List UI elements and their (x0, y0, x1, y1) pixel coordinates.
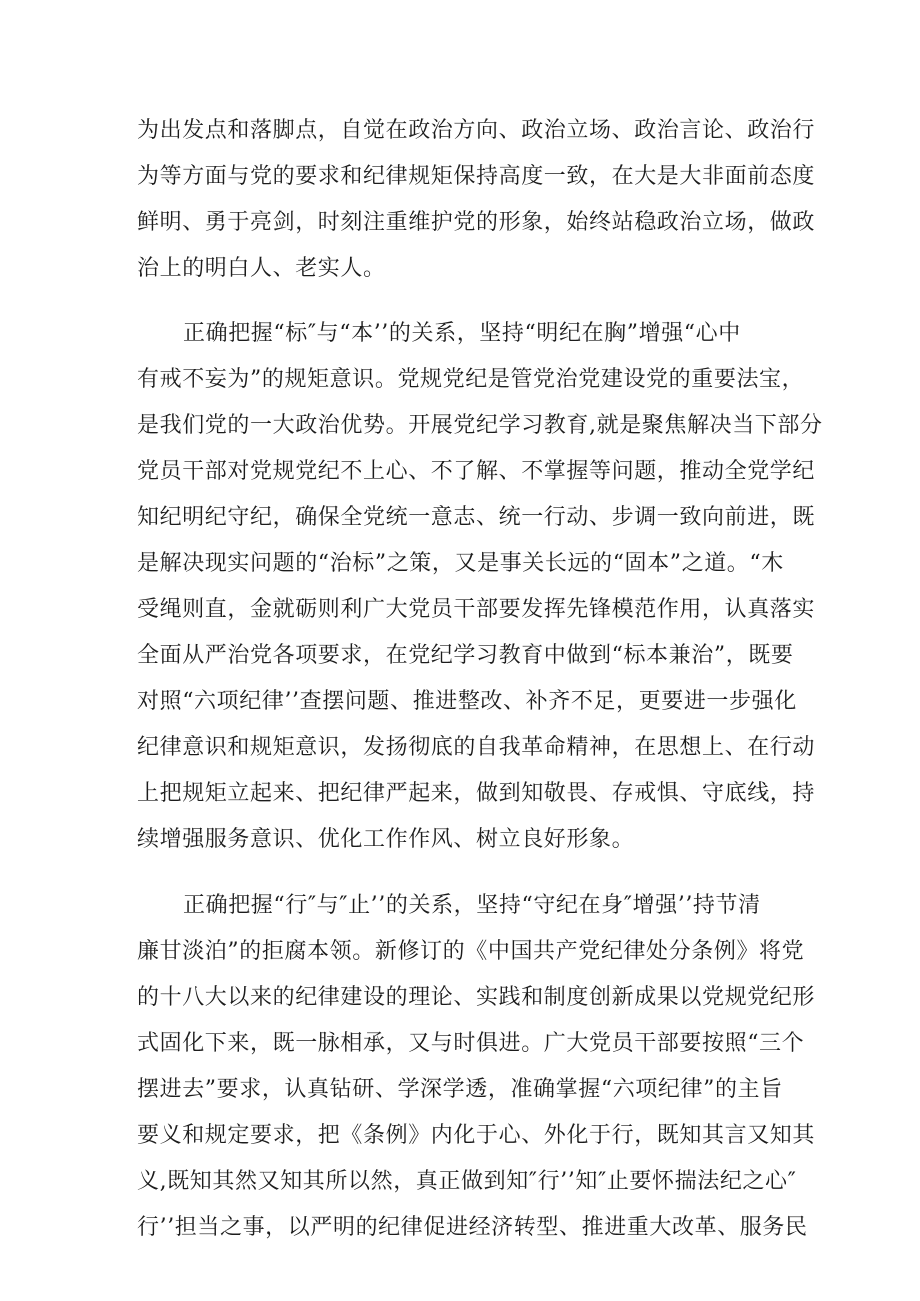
text-line: 为出发点和落脚点，自觉在政治方向、政治立场、政治言论、政治行 (137, 118, 816, 143)
text-line: 对照“六项纪律’’查摆问题、推进整改、补齐不足，更要进一步强化 (137, 689, 797, 714)
text-line: 治上的明白人、老实人。 (137, 256, 386, 281)
text-line: 式固化下来，既一脉相承，又与时俱进。广大党员干部要按照“三个 (137, 1031, 805, 1056)
text-line: 的十八大以来的纪律建设的理论、实践和制度创新成果以党规党纪形 (137, 985, 816, 1010)
text-line: 义,既知其然又知其所以然，真正做到知″行’’知″止要怀揣法纪之心″ (137, 1169, 797, 1194)
paragraph-start-line: 正确把握“标″与“本’’的关系，坚持“明纪在胸”增强“心中 (183, 321, 741, 346)
paragraph-start-line: 正确把握“行″与″止’’的关系，坚持“守纪在身″增强’’持节清 (183, 893, 761, 918)
text-line: 为等方面与党的要求和纪律规矩保持高度一致，在大是大非面前态度 (137, 164, 816, 189)
text-line: 摆进去”要求，认真钻研、学深学透，准确掌握“六项纪律”的主旨 (137, 1077, 783, 1102)
text-line: 党员干部对党规党纪不上心、不了解、不掌握等问题，推动全党学纪 (137, 459, 816, 484)
text-line: 鲜明、勇于亮剑，时刻注重维护党的形象，始终站稳政治立场，做政 (137, 210, 816, 235)
text-line: 廉甘淡泊”的拒腐本领。新修订的《中国共产党纪律处分条例》将党 (137, 939, 805, 964)
text-line: 是解决现实问题的“治标”之策，又是事关长远的“固本”之道。“木 (137, 551, 784, 576)
text-line: 上把规矩立起来、把纪律严起来，做到知敬畏、存戒惧、守底线，持 (137, 781, 816, 806)
text-line: 是我们党的一大政治优势。开展党纪学习教育,就是聚焦解决当下部分 (137, 413, 823, 438)
text-line: 有戒不妄为”的规矩意识。党规党纪是管党治党建设党的重要法宝， (137, 367, 805, 392)
text-line: 行’’担当之事，以严明的纪律促进经济转型、推进重大改革、服务民 (137, 1215, 808, 1240)
text-line: 知纪明纪守纪，确保全党统一意志、统一行动、步调一致向前进，既 (137, 505, 816, 530)
text-line: 纪律意识和规矩意识，发扬彻底的自我革命精神，在思想上、在行动 (137, 735, 816, 760)
text-line: 受绳则直，金就砺则利广大党员干部要发挥先锋模范作用，认真落实 (137, 597, 816, 622)
text-line: 续增强服务意识、优化工作作风、树立良好形象。 (137, 827, 635, 852)
text-line: 要义和规定要求，把《条例》内化于心、外化于行，既知其言又知其 (137, 1123, 816, 1148)
text-line: 全面从严治党各项要求，在党纪学习教育中做到“标本兼治”，既要 (137, 643, 794, 668)
